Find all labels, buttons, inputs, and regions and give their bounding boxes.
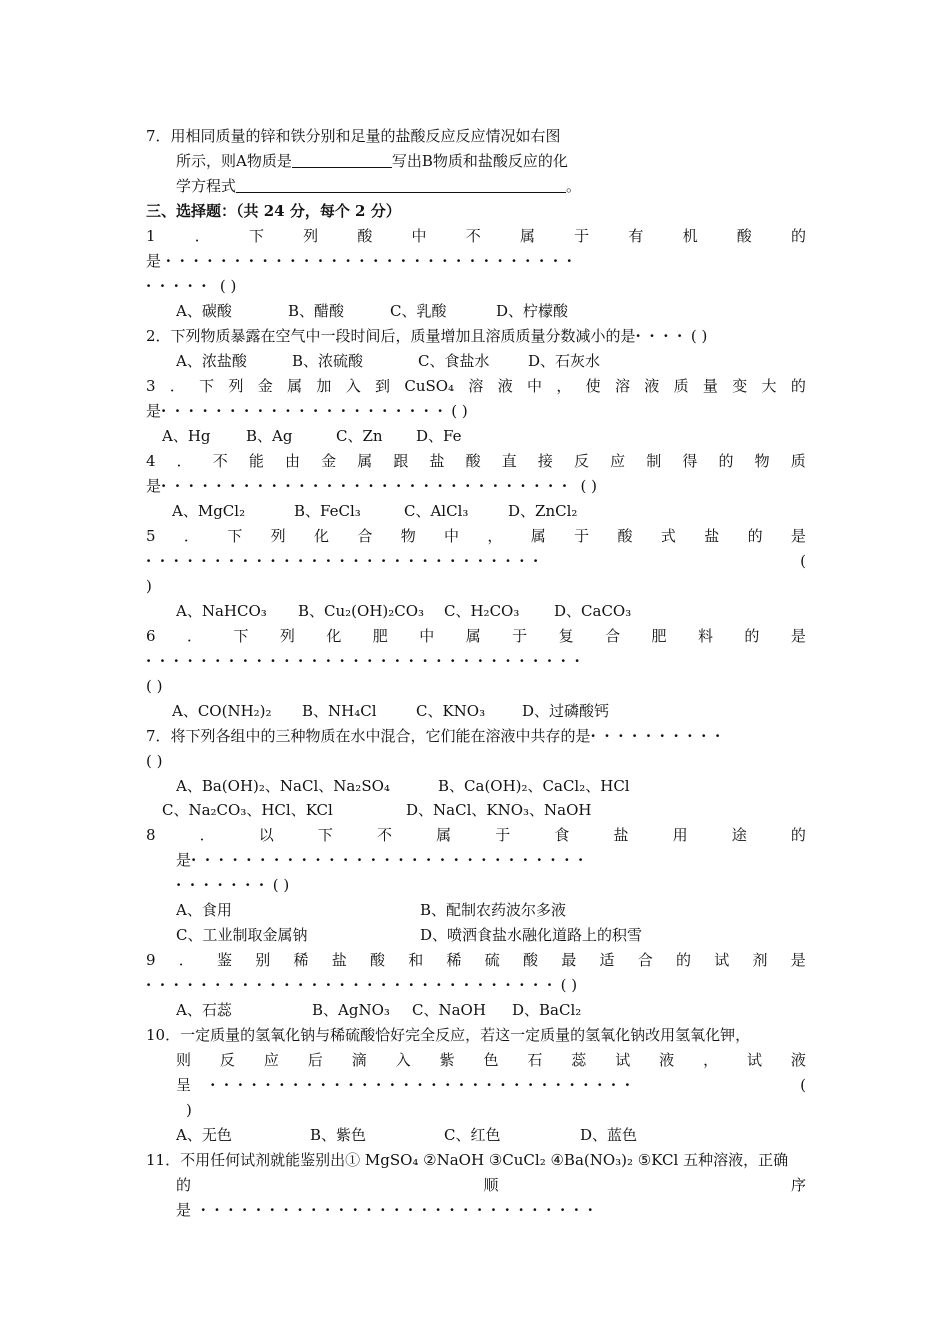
q4-char: 质 [790,452,806,470]
q7-line1: 7．用相同质量的锌和铁分别和足量的盐酸反应反应情况如右图 [146,127,561,145]
q4-char: ． [176,452,192,470]
q8-line1 [146,823,806,847]
q7-blank-a[interactable] [292,151,392,168]
q6-option-a: A、CO(NH₂)₂ [172,702,272,720]
q1-char: 属 [519,227,535,245]
q7-line2-text-a: 所示，则A物质是 [176,152,292,170]
q4-option-d: D、ZnCl₂ [508,502,578,520]
q6-answer-paren[interactable]: ( ) [146,677,163,695]
q8-option-a: A、食用 [176,901,232,919]
q11-char: 顺 [483,1176,499,1194]
q8-options-cd [176,923,806,947]
q10-line4 [176,1098,806,1122]
q10-char: ， [703,1051,719,1069]
q9-char: 和 [408,951,424,969]
q3-prefix: 是 [146,402,162,420]
q8-char: 的 [790,826,806,844]
q11-line1: 11．不用任何试剂就能鉴别出① MgSO₄ ②NaOH ③CuCl₂ ④Ba(NO₃)₂ ⑤KCl 五种溶液，正确 [146,1151,789,1169]
q10-option-d: D、蓝色 [580,1126,638,1144]
q7b-option-b: B、Ca(OH)₂、CaCl₂、HCl [438,777,630,795]
q5-option-a: A、NaHCO₃ [176,602,267,620]
q4-prefix: 是 [146,477,162,495]
q1-char: 酸 [357,227,373,245]
q1-line2 [146,249,806,273]
q5-line3 [146,574,806,598]
q2-answer-paren[interactable]: ( ) [690,327,708,345]
q5-option-c: C、H₂CO₃ [444,602,520,620]
q2-line1 [146,324,806,348]
q4-char: 不 [212,452,228,470]
q8-char: 用 [672,826,688,844]
q8-char: 属 [436,826,452,844]
q1-line1 [146,224,806,248]
q10-char: 液 [659,1051,675,1069]
q7-line3-text: 学方程式 [176,177,237,195]
q10-char: 后 [307,1051,323,1069]
q3-char: 量 [702,377,718,395]
q2-option-d: D、石灰水 [528,352,601,370]
q10-char: 反 [219,1051,235,1069]
q1-prefix: 是 [146,252,162,270]
q10-line3-left [176,1073,639,1097]
q4-char: 4 [146,452,156,470]
q3-char: 加 [316,377,332,395]
q6-line2 [146,649,806,673]
q3-options [162,424,806,448]
q9-char: 稀 [446,951,462,969]
q6-option-b: B、NH₄Cl [302,702,377,720]
q8-char: ． [199,826,215,844]
q1-option-d: D、柠檬酸 [496,302,569,320]
q4-char: 酸 [465,452,481,470]
q10-line2 [176,1048,806,1072]
q3-line2 [146,399,806,423]
q3-char: 列 [228,377,244,395]
q9-options [176,998,806,1022]
q4-char: 属 [357,452,373,470]
q3-option-b: B、Ag [246,427,293,445]
dot-leader: ····························· [191,851,592,869]
q6-line3 [146,674,806,698]
q1-char: 酸 [736,227,752,245]
dot-leader: ······························ [165,252,581,270]
q4-option-b: B、FeCl₃ [294,502,361,520]
q6-char: 料 [697,627,713,645]
q5-char: 是 [790,527,806,545]
q4-option-c: C、AlCl₃ [404,502,469,520]
dot-leader: ····························· [200,1201,602,1219]
q5-line1 [146,524,806,548]
q3-char: ， [556,377,572,395]
q4-char: 金 [321,452,337,470]
dot-leader: ····················· [161,402,452,420]
q7-blank-equation[interactable] [236,176,566,193]
q8-char: 不 [377,826,393,844]
q4-char: 物 [754,452,770,470]
q8-option-d: D、喷洒食盐水融化道路上的积雪 [420,926,643,944]
q3-char: 大 [761,377,777,395]
q3-char: 溶 [468,377,484,395]
q3-char: 质 [673,377,689,395]
q7b-answer-paren[interactable]: ( ) [146,752,163,770]
q10-options [176,1123,806,1147]
q8-char: 于 [495,826,511,844]
q9-answer-paren[interactable]: ( ) [560,976,578,994]
q6-char: 的 [744,627,760,645]
q10-option-a: A、无色 [176,1126,232,1144]
q3-char: 入 [345,377,361,395]
q4-char: 直 [501,452,517,470]
q3-char: 液 [644,377,660,395]
q7-line3-end: 。 [566,177,582,195]
q8-answer-paren[interactable]: ( ) [272,876,290,894]
q5-char: 于 [574,527,590,545]
q10-char: 试 [746,1051,762,1069]
q9-char: 最 [561,951,577,969]
q10-line1: 10．一定质量的氢氧化钠与稀硫酸恰好完全反应，若这一定质量的氢氧化钠改用氢氧化钾， [146,1026,751,1044]
q9-char: 盐 [331,951,347,969]
q3-option-c: C、Zn [336,427,383,445]
q9-char: 试 [714,951,730,969]
q9-option-c: C、NaOH [412,1001,486,1019]
q3-char: 3 [146,377,156,395]
q9-char: 合 [637,951,653,969]
q5-char: 下 [227,527,243,545]
q6-option-c: C、KNO₃ [416,702,486,720]
q9-char: 酸 [523,951,539,969]
q5-option-d: D、CaCO₃ [554,602,632,620]
q8-char: 盐 [613,826,629,844]
q4-char: 的 [718,452,734,470]
q9-char: 酸 [370,951,386,969]
dot-leader: ···· [635,327,691,345]
q2-option-c: C、食盐水 [418,352,490,370]
q4-char: 盐 [429,452,445,470]
q5-char: 式 [660,527,676,545]
q3-char: CuSO₄ [404,377,455,395]
q6-char: 肥 [651,627,667,645]
q1-char: 有 [628,227,644,245]
q1-option-b: B、醋酸 [288,302,345,320]
q5-option-b: B、Cu₂(OH)₂CO₃ [298,602,425,620]
q6-char: 合 [605,627,621,645]
dot-leader: ································ [146,652,589,670]
q11-char: 序 [790,1176,806,1194]
dot-leader: ····· [146,277,216,295]
dot-leader: ······························ [146,976,561,994]
q9-char: 的 [676,951,692,969]
q10-char: 紫 [439,1051,455,1069]
q3-char: 属 [287,377,303,395]
q8-char: 食 [554,826,570,844]
q4-char: 应 [610,452,626,470]
q8-char: 下 [317,826,333,844]
q5-char: 中 [444,527,460,545]
q5-char: ． [183,527,199,545]
q9-option-a: A、石蕊 [176,1001,232,1019]
q3-option-d: D、Fe [416,427,462,445]
q10-char: 石 [527,1051,543,1069]
q9-char: ． [178,951,194,969]
q1-option-a: A、碳酸 [176,302,232,320]
q9-option-d: D、BaCl₂ [512,1001,582,1019]
q8-options-ab [176,898,806,922]
q4-char: 接 [537,452,553,470]
q10-paren-open[interactable]: ( [800,1076,806,1094]
q4-char: 反 [574,452,590,470]
q10-char: 试 [615,1051,631,1069]
q1-line3 [146,274,806,298]
q10-char: 入 [395,1051,411,1069]
q3-char: 使 [585,377,601,395]
q6-char: 化 [326,627,342,645]
q1-options [176,299,806,323]
q4-char: 由 [285,452,301,470]
q3-option-a: A、Hg [162,427,211,445]
q5-char: 化 [313,527,329,545]
q7b-line2 [146,749,806,773]
q6-char: 肥 [372,627,388,645]
q8-option-b: B、配制农药波尔多液 [420,901,567,919]
q5-paren-open[interactable]: ( [800,552,806,570]
q4-char: 能 [248,452,264,470]
q1-option-c: C、乳酸 [390,302,447,320]
q10-paren-close[interactable]: ) [186,1101,192,1119]
q9-option-b: B、AgNO₃ [312,1001,390,1019]
q6-char: 下 [233,627,249,645]
q7-line2-text-b: 写出B物质和盐酸反应的化 [391,152,568,170]
q1-char: 1 [146,227,156,245]
q3-char: 溶 [614,377,630,395]
q9-char: 适 [599,951,615,969]
q5-char: 酸 [617,527,633,545]
q11-line3 [176,1198,806,1222]
q10-line3 [176,1073,806,1097]
dot-leader: ······· [176,876,273,894]
q10-char: 液 [790,1051,806,1069]
q5-char: ， [487,527,503,545]
q1-answer-paren[interactable]: ( ) [219,277,237,295]
q5-char: 的 [747,527,763,545]
q6-char: 属 [465,627,481,645]
q2-stem: 2．下列物质暴露在空气中一段时间后，质量增加且溶质质量分数减小的是 [146,327,636,345]
q2-options [176,349,806,373]
q6-char: 中 [419,627,435,645]
q3-char: 变 [732,377,748,395]
q6-char: 6 [146,627,156,645]
q1-char: 中 [411,227,427,245]
q10-option-c: C、红色 [444,1126,501,1144]
q11-line2 [176,1173,806,1197]
q1-char: 不 [465,227,481,245]
q6-char: 复 [558,627,574,645]
q9-line2 [146,973,806,997]
q3-char: 下 [199,377,215,395]
q3-answer-paren[interactable]: ( ) [451,402,468,420]
q10-char: 蕊 [571,1051,587,1069]
q4-line2 [146,474,806,498]
q5-char: 列 [270,527,286,545]
q1-char: 列 [303,227,319,245]
q7-line2 [176,149,806,173]
q4-char: 得 [682,452,698,470]
q7b-line1 [146,724,806,748]
q1-char: 的 [790,227,806,245]
q8-char: 以 [258,826,274,844]
q6-char: ． [186,627,202,645]
q6-line1 [146,624,806,648]
q9-char: 稀 [293,951,309,969]
q10-option-b: B、紫色 [310,1126,367,1144]
q8-line2 [176,848,806,872]
q3-char: 金 [257,377,273,395]
q6-char: 于 [512,627,528,645]
q9-char: 硫 [484,951,500,969]
dot-leader: ······························ [161,477,576,495]
q6-option-d: D、过磷酸钙 [522,702,610,720]
q10-char: 色 [483,1051,499,1069]
q4-line1 [146,449,806,473]
q4-option-a: A、MgCl₂ [172,502,246,520]
q5-options [176,599,806,623]
q9-char: 别 [255,951,271,969]
q4-answer-paren[interactable]: ( ) [580,477,597,495]
q9-char: 剂 [752,951,768,969]
q3-char: 的 [790,377,806,395]
q11-char: 的 [176,1176,192,1194]
q5-char: 盐 [704,527,720,545]
dot-leader: ·········· [590,727,729,745]
q4-options [162,499,806,523]
q7b-stem: 7．将下列各组中的三种物质在水中混合，它们能在溶液中共存的是 [146,727,591,745]
q7-line3 [176,174,806,198]
q7b-options-cd [162,798,806,822]
q3-char: 到 [375,377,391,395]
q5-char: 属 [530,527,546,545]
dot-leader: ······························· [210,1076,639,1094]
q3-line1 [146,374,806,398]
q5-paren-close[interactable]: ) [146,577,152,595]
q2-option-a: A、浓盐酸 [176,352,247,370]
q4-char: 跟 [393,452,409,470]
q6-options [162,699,806,723]
q5-line2 [146,549,806,573]
q1-char: 机 [682,227,698,245]
q3-char: 中 [527,377,543,395]
q5-char: 合 [357,527,373,545]
q8-prefix: 是 [176,851,192,869]
q10-char: 则 [176,1051,192,1069]
q1-char: 于 [574,227,590,245]
q9-char: 9 [146,951,156,969]
q10-char: 应 [263,1051,279,1069]
dot-leader: ····························· [146,552,547,570]
q1-char: ． [194,227,210,245]
q10-prefix: 呈 [176,1076,192,1094]
q7b-option-d: D、NaCl、KNO₃、NaOH [406,801,592,819]
q7b-option-c: C、Na₂CO₃、HCl、KCl [162,801,333,819]
q3-char: 液 [497,377,513,395]
q3-char: ． [169,377,185,395]
section-title: 三、选择题：（共 24 分，每个 2 分） [146,202,401,220]
q5-char: 物 [400,527,416,545]
q7b-options-ab [176,774,806,798]
q9-line1 [146,948,806,972]
q4-char: 制 [646,452,662,470]
q9-char: 鉴 [217,951,233,969]
q10-char: 滴 [351,1051,367,1069]
q8-char: 8 [146,826,156,844]
q8-char: 途 [731,826,747,844]
q8-option-c: C、工业制取金属钠 [176,926,308,944]
q9-char: 是 [790,951,806,969]
q6-char: 列 [279,627,295,645]
q1-char: 下 [248,227,264,245]
q11-prefix: 是 [176,1201,192,1219]
q7b-option-a: A、Ba(OH)₂、NaCl、Na₂SO₄ [176,777,390,795]
q2-option-b: B、浓硫酸 [292,352,364,370]
q5-char: 5 [146,527,156,545]
q8-line3 [176,873,806,897]
q6-char: 是 [790,627,806,645]
